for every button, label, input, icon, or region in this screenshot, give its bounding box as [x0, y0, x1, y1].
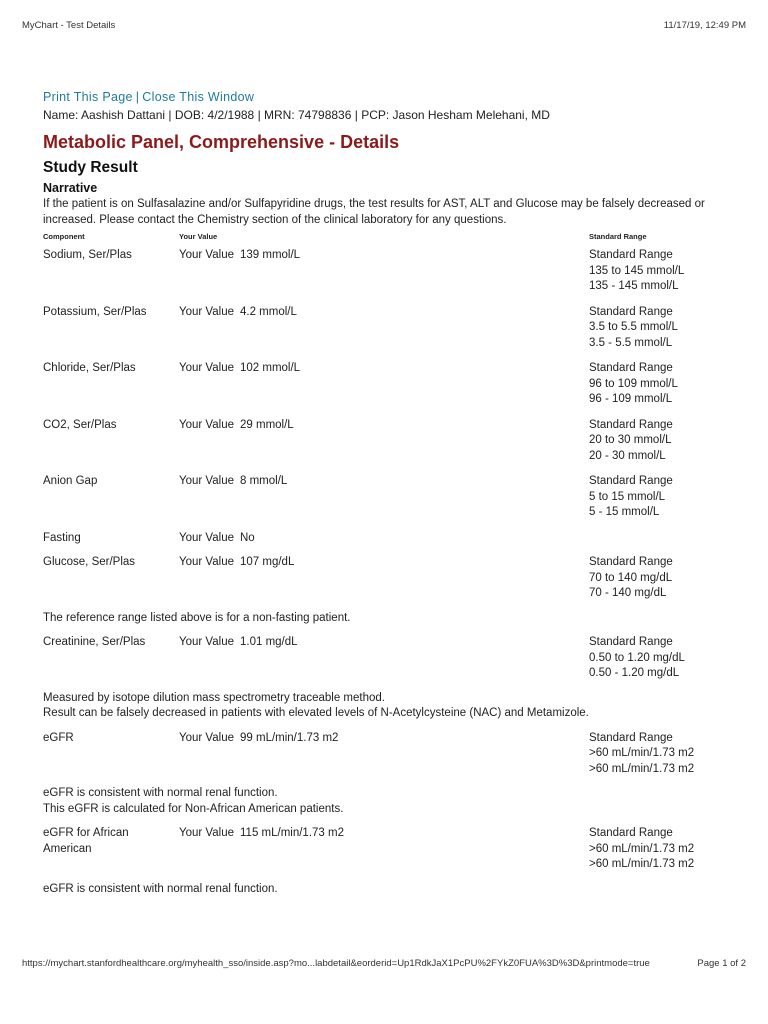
- range-text-alt: >60 mL/min/1.73 m2: [589, 858, 695, 870]
- range-text-alt: 20 - 30 mmol/L: [589, 449, 666, 462]
- narrative-heading: Narrative: [43, 181, 98, 195]
- range-label: Standard Range: [589, 731, 673, 744]
- standard-range-cell: [589, 555, 733, 602]
- value-label: Your Value: [179, 418, 234, 431]
- print-footer: [22, 958, 746, 969]
- range-text: 0.50 to 1.20 mg/dL: [589, 651, 685, 664]
- page-number: Page 1 of 2: [697, 958, 746, 969]
- result-value: 8 mmol/L: [240, 475, 288, 487]
- result-value: 107 mg/dL: [240, 556, 295, 568]
- standard-range-cell: [589, 305, 733, 352]
- range-label: Standard Range: [589, 827, 673, 839]
- test-details-content: [43, 90, 733, 897]
- result-row-co2: [43, 418, 733, 465]
- standard-range-cell: [589, 361, 733, 408]
- result-value-cell: [179, 826, 589, 873]
- value-label: Your Value: [179, 731, 234, 744]
- result-row-potassium: [43, 305, 733, 352]
- result-value-cell: [179, 305, 589, 352]
- component-name: CO2, Ser/Plas: [43, 418, 117, 431]
- glucose-note: [43, 611, 733, 627]
- range-text-alt: >60 mL/min/1.73 m2: [589, 762, 695, 775]
- range-label: Standard Range: [589, 556, 673, 568]
- print-header-title: MyChart - Test Details: [22, 20, 116, 31]
- link-separator: |: [135, 90, 140, 104]
- value-label: Your Value: [179, 531, 234, 544]
- range-label: Standard Range: [589, 362, 673, 374]
- standard-range-cell: [589, 248, 733, 295]
- section-title: Study Result: [43, 159, 138, 176]
- result-value: 29 mmol/L: [240, 418, 294, 431]
- creatinine-note: [43, 691, 733, 722]
- patient-info: Name: Aashish Dattani | DOB: 4/2/1988 | MRN: 74798836 | PCP: Jason Hesham Melehani, MD: [43, 108, 550, 122]
- value-label: Your Value: [179, 305, 234, 318]
- component-name: Sodium, Ser/Plas: [43, 249, 132, 261]
- result-value-cell: [179, 418, 589, 465]
- range-text: 20 to 30 mmol/L: [589, 434, 672, 446]
- note-line: The reference range listed above is for a non-fasting patient.: [43, 611, 351, 624]
- component-name: Creatinine, Ser/Plas: [43, 636, 146, 648]
- page-actions: [43, 90, 733, 104]
- range-text: 3.5 to 5.5 mmol/L: [589, 321, 678, 333]
- standard-range-cell: [589, 418, 733, 465]
- close-window-link[interactable]: Close This Window: [142, 90, 255, 104]
- column-header-value: Your Value: [179, 232, 218, 241]
- component-name: eGFR for African American: [43, 827, 129, 855]
- result-value-cell: [179, 635, 589, 682]
- result-value: 102 mmol/L: [240, 362, 301, 374]
- note-line: Measured by isotope dilution mass spectrometry traceable method.: [43, 691, 385, 704]
- range-label: Standard Range: [589, 418, 673, 431]
- egfr-aa-note: [43, 882, 733, 898]
- value-label: Your Value: [179, 827, 234, 839]
- result-row-glucose: [43, 555, 733, 602]
- component-name: Potassium, Ser/Plas: [43, 305, 147, 318]
- results-column-headers: [43, 232, 733, 241]
- result-row-creatinine: [43, 635, 733, 682]
- result-value-cell: [179, 248, 589, 295]
- range-text: 5 to 15 mmol/L: [589, 490, 666, 503]
- result-value-cell: [179, 555, 589, 602]
- range-text-alt: 135 - 145 mmol/L: [589, 280, 679, 292]
- component-name: eGFR: [43, 731, 74, 744]
- note-line: This eGFR is calculated for Non-African American patients.: [43, 802, 344, 815]
- result-value: No: [240, 531, 255, 544]
- value-label: Your Value: [179, 636, 234, 648]
- range-text-alt: 0.50 - 1.20 mg/dL: [589, 667, 680, 679]
- print-header: [22, 20, 746, 31]
- result-value: 4.2 mmol/L: [240, 305, 297, 318]
- range-text-alt: 5 - 15 mmol/L: [589, 506, 660, 518]
- range-label: Standard Range: [589, 636, 673, 648]
- note-line: Result can be falsely decreased in patients with elevated levels of N-Acetylcysteine (NAC) and Metamizole.: [43, 707, 589, 719]
- range-label: Standard Range: [589, 249, 673, 261]
- narrative-text: If the patient is on Sulfasalazine and/or Sulfapyridine drugs, the test results for AST, ALT and Glucose may be falsely decreased or increased. Please contact the Chemistry section of the clinical laboratory for any questions.: [43, 198, 705, 226]
- component-name: Chloride, Ser/Plas: [43, 362, 136, 374]
- value-label: Your Value: [179, 362, 234, 374]
- result-row-sodium: [43, 248, 733, 295]
- standard-range-cell: [589, 531, 733, 547]
- component-name: Anion Gap: [43, 475, 98, 487]
- result-value: 99 mL/min/1.73 m2: [240, 731, 339, 744]
- note-line: eGFR is consistent with normal renal function.: [43, 787, 278, 799]
- note-line: eGFR is consistent with normal renal function.: [43, 882, 278, 895]
- column-header-range: Standard Range: [589, 232, 647, 241]
- value-label: Your Value: [179, 475, 234, 487]
- egfr-note: [43, 786, 733, 817]
- range-text-alt: 3.5 - 5.5 mmol/L: [589, 336, 673, 349]
- standard-range-cell: [589, 826, 733, 873]
- result-value: 1.01 mg/dL: [240, 636, 298, 648]
- standard-range-cell: [589, 474, 733, 521]
- result-row-egfr: [43, 731, 733, 778]
- result-row-egfr-african-american: [43, 826, 733, 873]
- result-value-cell: [179, 731, 589, 778]
- range-text: 70 to 140 mg/dL: [589, 571, 673, 584]
- result-row-chloride: [43, 361, 733, 408]
- result-value-cell: [179, 531, 589, 547]
- range-text: >60 mL/min/1.73 m2: [589, 747, 695, 759]
- value-label: Your Value: [179, 249, 234, 261]
- range-text: 96 to 109 mmol/L: [589, 377, 678, 390]
- range-text: 135 to 145 mmol/L: [589, 264, 685, 277]
- print-page-link[interactable]: Print This Page: [43, 90, 133, 104]
- range-text-alt: 96 - 109 mmol/L: [589, 393, 673, 405]
- print-header-timestamp: 11/17/19, 12:49 PM: [663, 20, 746, 31]
- range-label: Standard Range: [589, 305, 673, 318]
- standard-range-cell: [589, 731, 733, 778]
- result-row-fasting: [43, 531, 733, 547]
- component-name: Fasting: [43, 531, 81, 544]
- result-value: 139 mmol/L: [240, 249, 301, 261]
- page-url: https://mychart.stanfordhealthcare.org/myhealth_sso/inside.asp?mo...labdetail&eorderid=Up1RdkJaX1PcPU%2FYkZ0FUA%3D%3D&printmode=true: [22, 958, 650, 969]
- column-header-component: Component: [43, 232, 85, 241]
- component-name: Glucose, Ser/Plas: [43, 556, 136, 568]
- result-value-cell: [179, 361, 589, 408]
- result-row-anion-gap: [43, 474, 733, 521]
- page-title: Metabolic Panel, Comprehensive - Details: [43, 132, 400, 152]
- standard-range-cell: [589, 635, 733, 682]
- result-value: 115 mL/min/1.73 m2: [240, 827, 344, 839]
- range-text: >60 mL/min/1.73 m2: [589, 842, 695, 855]
- value-label: Your Value: [179, 556, 234, 568]
- range-text-alt: 70 - 140 mg/dL: [589, 587, 667, 599]
- range-label: Standard Range: [589, 475, 673, 487]
- result-value-cell: [179, 474, 589, 521]
